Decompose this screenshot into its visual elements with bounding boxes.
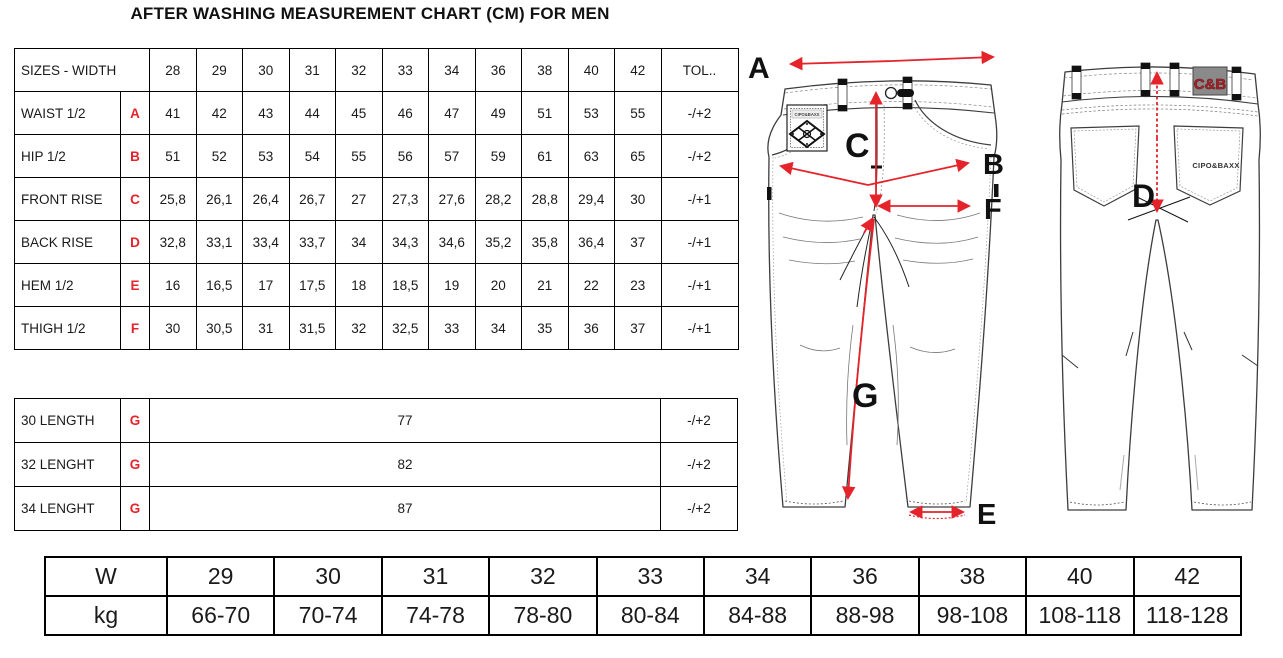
measurement-value: 19 bbox=[429, 264, 476, 307]
measurement-row bbox=[15, 178, 739, 221]
arrow-a2 bbox=[892, 57, 993, 61]
size-column-header: 34 bbox=[429, 49, 476, 92]
measurement-value: 21 bbox=[522, 264, 569, 307]
size-column-header: 31 bbox=[289, 49, 336, 92]
measurement-value: 20 bbox=[475, 264, 522, 307]
measurement-value: 63 bbox=[568, 135, 615, 178]
measurement-value: 59 bbox=[475, 135, 522, 178]
length-table-body bbox=[15, 399, 738, 531]
button-tab bbox=[897, 89, 914, 97]
kg-row-label: kg bbox=[45, 596, 167, 635]
measurement-value: 17 bbox=[243, 264, 290, 307]
tolerance-value: -/+1 bbox=[661, 264, 738, 307]
length-value: 87 bbox=[150, 487, 661, 531]
measurement-value: 32,8 bbox=[150, 221, 197, 264]
width-value: 30 bbox=[274, 557, 381, 596]
measurement-letter: B bbox=[121, 135, 150, 178]
size-column-header: 36 bbox=[475, 49, 522, 92]
width-value: 29 bbox=[167, 557, 274, 596]
measurement-value: 36,4 bbox=[568, 221, 615, 264]
measurement-value: 27,3 bbox=[382, 178, 429, 221]
kg-range-value: 108-118 bbox=[1026, 596, 1133, 635]
measurement-value: 52 bbox=[196, 135, 243, 178]
kg-row bbox=[45, 596, 1241, 635]
length-value: 82 bbox=[150, 443, 661, 487]
measurement-letter: F bbox=[121, 307, 150, 350]
measure-label-a: A bbox=[748, 52, 770, 85]
measurement-value: 32,5 bbox=[382, 307, 429, 350]
size-column-header: 28 bbox=[150, 49, 197, 92]
width-value: 36 bbox=[811, 557, 918, 596]
measurement-value: 22 bbox=[568, 264, 615, 307]
cb-patch-text: C&B bbox=[1193, 76, 1227, 93]
length-row bbox=[15, 443, 738, 487]
size-column-header: 40 bbox=[568, 49, 615, 92]
measurement-row bbox=[15, 92, 739, 135]
measurement-value: 27,6 bbox=[429, 178, 476, 221]
jeans-back-diagram bbox=[1040, 50, 1280, 535]
measurement-value: 47 bbox=[429, 92, 476, 135]
measurement-value: 18,5 bbox=[382, 264, 429, 307]
measurement-row-label: FRONT RISE bbox=[15, 178, 121, 221]
measurement-value: 36 bbox=[568, 307, 615, 350]
page-title: AFTER WASHING MEASUREMENT CHART (CM) FOR MEN bbox=[130, 4, 610, 23]
measurement-value: 57 bbox=[429, 135, 476, 178]
measurement-value: 35,2 bbox=[475, 221, 522, 264]
measurement-row bbox=[15, 135, 739, 178]
length-letter: G bbox=[121, 443, 150, 487]
measurement-value: 34 bbox=[475, 307, 522, 350]
measurement-value: 33,7 bbox=[289, 221, 336, 264]
tolerance-value: -/+1 bbox=[661, 307, 738, 350]
measurement-value: 51 bbox=[522, 92, 569, 135]
measurement-value: 28,8 bbox=[522, 178, 569, 221]
tolerance-value: -/+2 bbox=[661, 399, 738, 443]
weight-table bbox=[44, 556, 1242, 636]
size-table-body bbox=[15, 49, 739, 350]
measurement-value: 42 bbox=[196, 92, 243, 135]
measurement-row bbox=[15, 221, 739, 264]
kg-range-value: 88-98 bbox=[811, 596, 918, 635]
width-value: 33 bbox=[597, 557, 704, 596]
size-column-header: 29 bbox=[196, 49, 243, 92]
measurement-value: 29,4 bbox=[568, 178, 615, 221]
measurement-value: 56 bbox=[382, 135, 429, 178]
measurement-value: 23 bbox=[615, 264, 662, 307]
measure-label-c: C bbox=[845, 127, 870, 165]
jeans-front-diagram bbox=[745, 45, 1025, 535]
kg-range-value: 78-80 bbox=[489, 596, 596, 635]
measurement-value: 34 bbox=[336, 221, 383, 264]
jeans-back-drawing bbox=[1060, 63, 1261, 510]
jeans-button bbox=[886, 88, 897, 99]
size-column-header: 30 bbox=[243, 49, 290, 92]
measurement-letter: A bbox=[121, 92, 150, 135]
measurement-value: 35 bbox=[522, 307, 569, 350]
measurement-value: 33 bbox=[429, 307, 476, 350]
length-row bbox=[15, 399, 738, 443]
measurement-value: 54 bbox=[289, 135, 336, 178]
measure-label-g: G bbox=[852, 377, 879, 415]
measurement-value: 26,4 bbox=[243, 178, 290, 221]
width-value: 38 bbox=[919, 557, 1026, 596]
measurement-value: 45 bbox=[336, 92, 383, 135]
measurement-value: 44 bbox=[289, 92, 336, 135]
width-value: 34 bbox=[704, 557, 811, 596]
kg-range-value: 84-88 bbox=[704, 596, 811, 635]
measurement-value: 37 bbox=[615, 307, 662, 350]
measurement-letter: E bbox=[121, 264, 150, 307]
kg-range-value: 70-74 bbox=[274, 596, 381, 635]
length-row bbox=[15, 487, 738, 531]
kg-range-value: 98-108 bbox=[919, 596, 1026, 635]
size-column-header: 42 bbox=[615, 49, 662, 92]
measurement-row bbox=[15, 307, 739, 350]
measurement-value: 41 bbox=[150, 92, 197, 135]
measure-label-b: B bbox=[983, 149, 1004, 181]
measurement-value: 32 bbox=[336, 307, 383, 350]
measurement-row-label: HIP 1/2 bbox=[15, 135, 121, 178]
measurement-value: 33,4 bbox=[243, 221, 290, 264]
measurement-value: 65 bbox=[615, 135, 662, 178]
length-table bbox=[14, 398, 738, 531]
measurement-value: 30 bbox=[150, 307, 197, 350]
measurement-value: 27 bbox=[336, 178, 383, 221]
measurement-value: 61 bbox=[522, 135, 569, 178]
arrow-a bbox=[791, 61, 892, 64]
tolerance-value: -/+2 bbox=[661, 92, 738, 135]
measurement-value: 30,5 bbox=[196, 307, 243, 350]
measurement-row-label: BACK RISE bbox=[15, 221, 121, 264]
measurement-value: 37 bbox=[615, 221, 662, 264]
weight-table-body bbox=[45, 557, 1241, 635]
width-row bbox=[45, 557, 1241, 596]
measure-label-e: E bbox=[977, 499, 997, 531]
width-value: 42 bbox=[1134, 557, 1241, 596]
measurement-value: 55 bbox=[615, 92, 662, 135]
tolerance-value: -/+2 bbox=[661, 487, 738, 531]
pocket-brand-text: CIPO&BAXX bbox=[1192, 161, 1240, 170]
measurement-value: 25,8 bbox=[150, 178, 197, 221]
length-row-label: 34 LENGHT bbox=[15, 487, 121, 531]
measurement-row-label: THIGH 1/2 bbox=[15, 307, 121, 350]
size-column-header: 32 bbox=[336, 49, 383, 92]
measurement-value: 17,5 bbox=[289, 264, 336, 307]
length-value: 77 bbox=[150, 399, 661, 443]
measurement-value: 43 bbox=[243, 92, 290, 135]
kg-range-value: 80-84 bbox=[597, 596, 704, 635]
coin-pocket-patch bbox=[787, 105, 827, 151]
measurement-value: 53 bbox=[243, 135, 290, 178]
width-row-label: W bbox=[45, 557, 167, 596]
measurement-row-label: WAIST 1/2 bbox=[15, 92, 121, 135]
size-column-header: 33 bbox=[382, 49, 429, 92]
tolerance-column-header: TOL.. bbox=[661, 49, 738, 92]
tolerance-value: -/+2 bbox=[661, 135, 738, 178]
measure-label-f: F bbox=[984, 194, 1002, 226]
measurement-row bbox=[15, 264, 739, 307]
measurement-value: 34,3 bbox=[382, 221, 429, 264]
measurement-value: 33,1 bbox=[196, 221, 243, 264]
measurement-value: 34,6 bbox=[429, 221, 476, 264]
measurement-row-label: HEM 1/2 bbox=[15, 264, 121, 307]
measurement-value: 31,5 bbox=[289, 307, 336, 350]
width-value: 31 bbox=[382, 557, 489, 596]
measurement-value: 49 bbox=[475, 92, 522, 135]
coin-patch-text: CIPO&BAXX bbox=[794, 112, 820, 117]
measurement-value: 16,5 bbox=[196, 264, 243, 307]
measurement-value: 30 bbox=[615, 178, 662, 221]
tolerance-value: -/+1 bbox=[661, 221, 738, 264]
length-row-label: 32 LENGHT bbox=[15, 443, 121, 487]
measurement-value: 35,8 bbox=[522, 221, 569, 264]
measurement-value: 28,2 bbox=[475, 178, 522, 221]
width-value: 32 bbox=[489, 557, 596, 596]
jeans-back-outline bbox=[1060, 67, 1261, 510]
tolerance-value: -/+1 bbox=[661, 178, 738, 221]
measurement-value: 31 bbox=[243, 307, 290, 350]
length-letter: G bbox=[121, 487, 150, 531]
measurement-value: 53 bbox=[568, 92, 615, 135]
cb-logo-patch bbox=[1193, 67, 1227, 95]
size-table-corner-header: SIZES - WIDTH bbox=[15, 49, 150, 92]
kg-range-value: 118-128 bbox=[1134, 596, 1241, 635]
measurement-letter: C bbox=[121, 178, 150, 221]
measurement-value: 55 bbox=[336, 135, 383, 178]
measurement-letter: D bbox=[121, 221, 150, 264]
length-row-label: 30 LENGTH bbox=[15, 399, 121, 443]
kg-range-value: 66-70 bbox=[167, 596, 274, 635]
measurement-value: 26,7 bbox=[289, 178, 336, 221]
measurement-value: 16 bbox=[150, 264, 197, 307]
size-column-header: 38 bbox=[522, 49, 569, 92]
width-value: 40 bbox=[1026, 557, 1133, 596]
measurement-value: 18 bbox=[336, 264, 383, 307]
length-letter: G bbox=[121, 399, 150, 443]
jeans-front-drawing bbox=[748, 52, 1004, 531]
tolerance-value: -/+2 bbox=[661, 443, 738, 487]
kg-range-value: 74-78 bbox=[382, 596, 489, 635]
measurement-value: 26,1 bbox=[196, 178, 243, 221]
measurement-value: 51 bbox=[150, 135, 197, 178]
measurement-value: 46 bbox=[382, 92, 429, 135]
measure-label-d: D bbox=[1132, 178, 1156, 214]
size-table bbox=[14, 48, 739, 350]
